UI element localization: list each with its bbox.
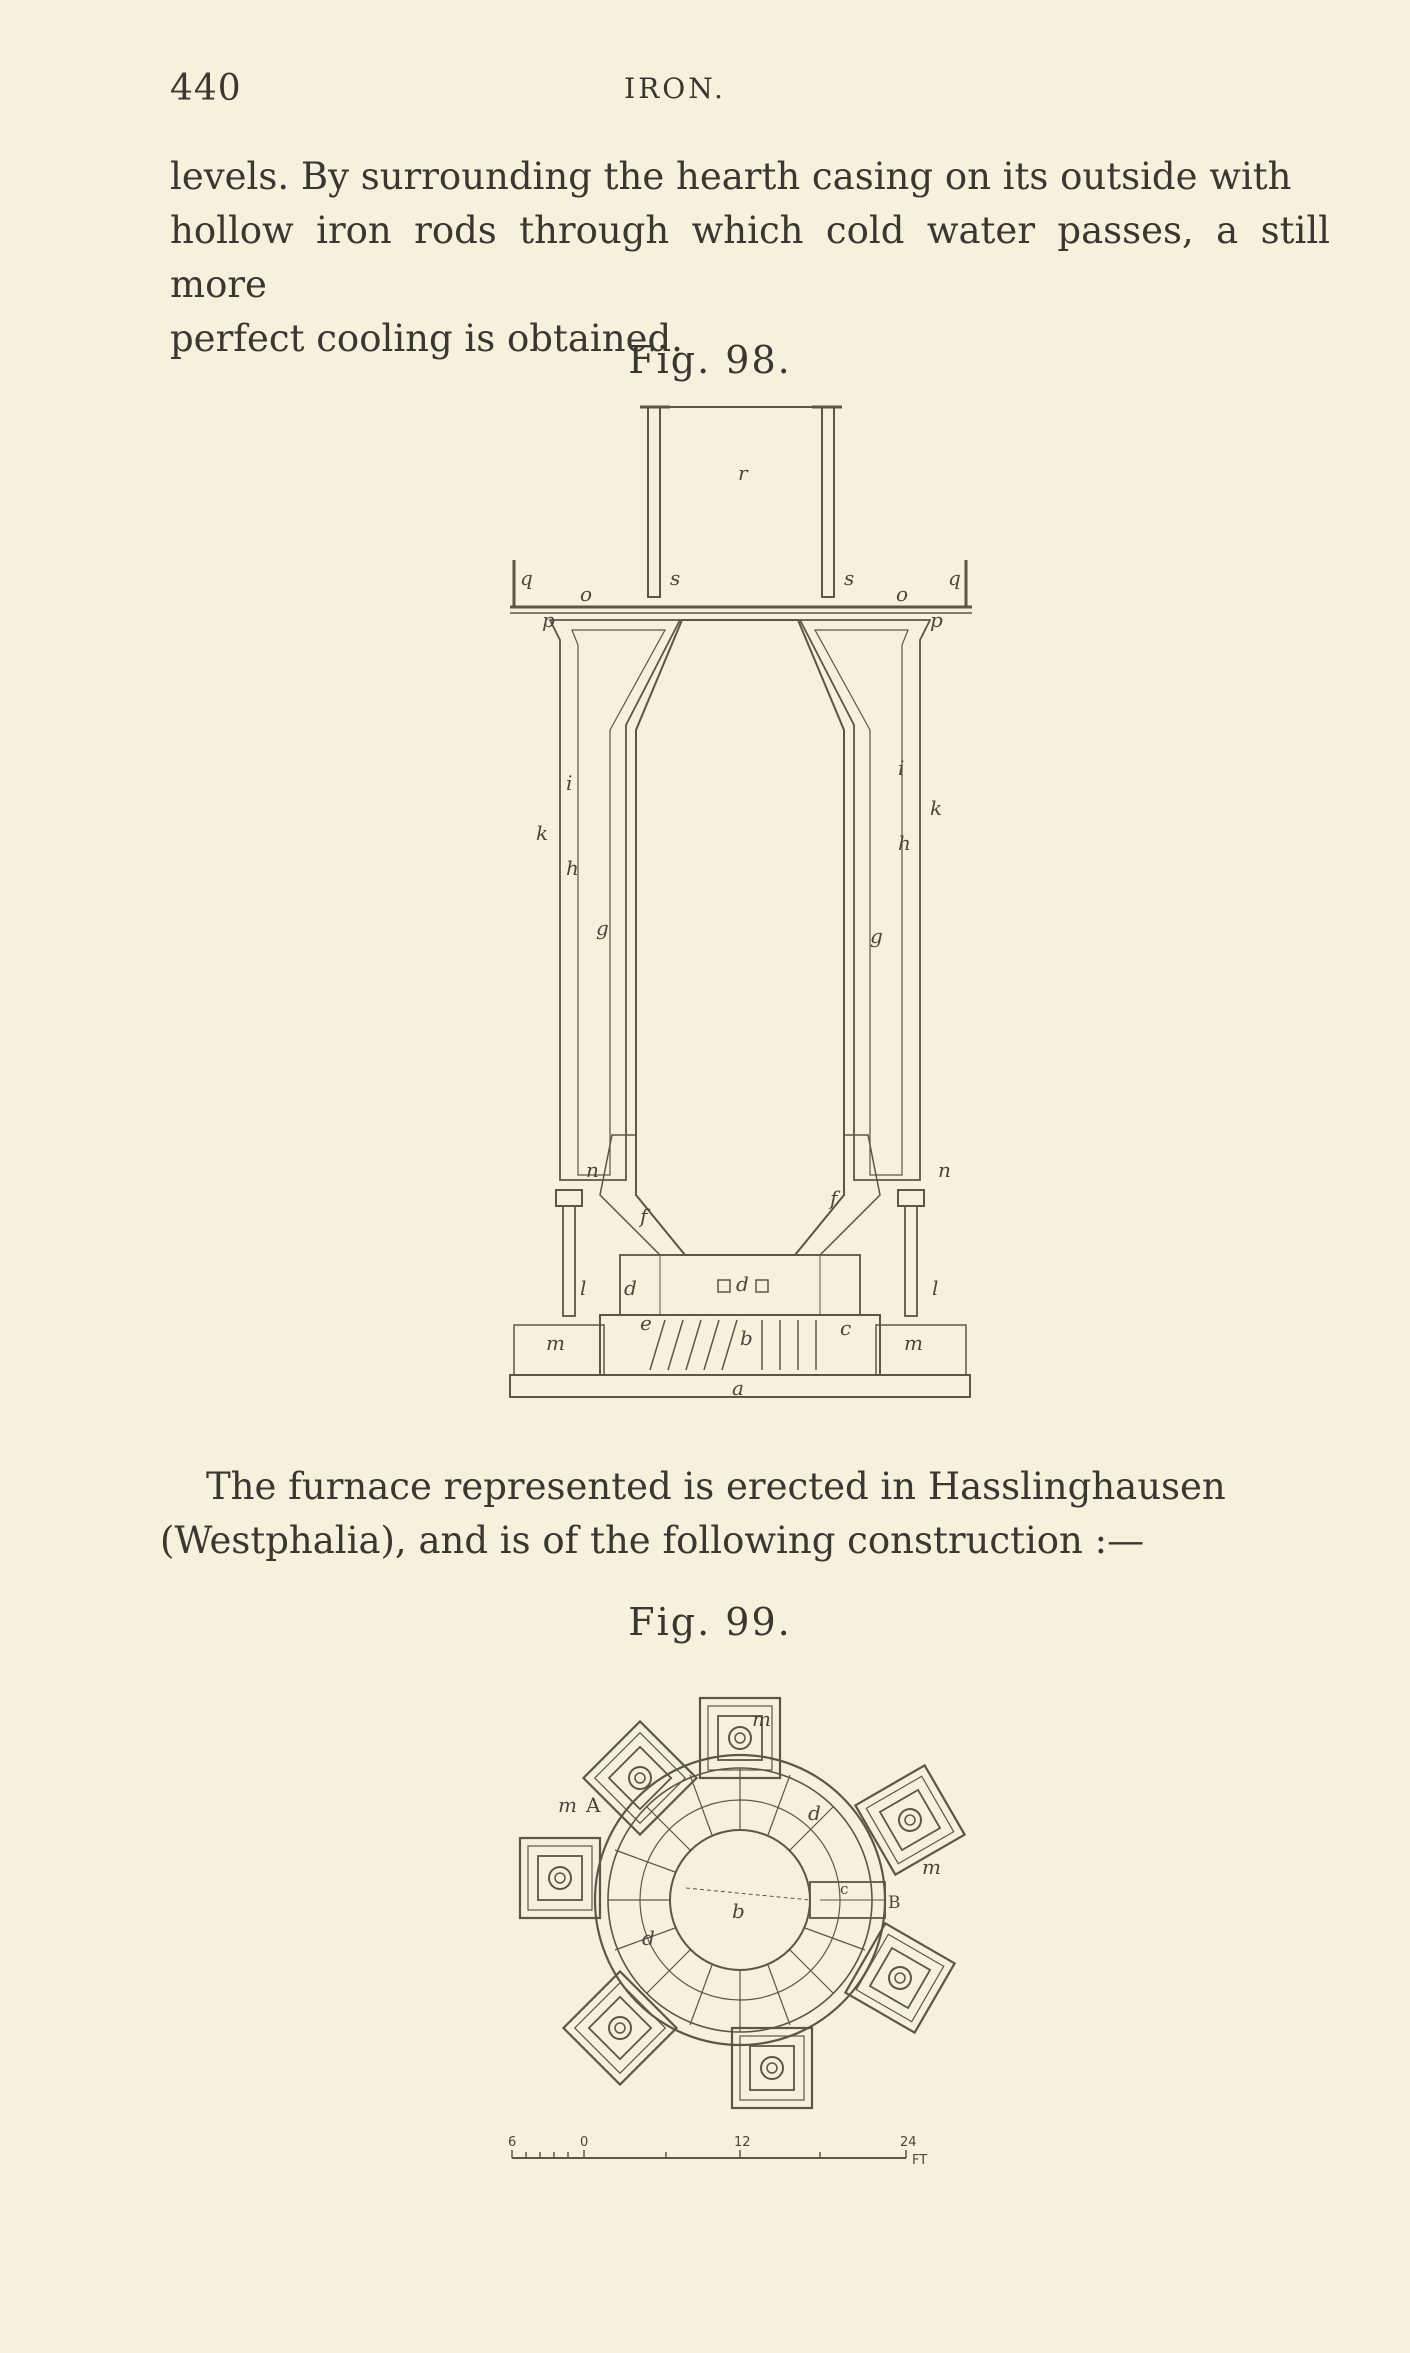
figure-98-caption: Fig. 98. bbox=[628, 338, 792, 382]
figure-99-furnace-plan bbox=[490, 1660, 990, 2200]
figure-99-caption: Fig. 99. bbox=[628, 1600, 792, 1644]
text-line: perfect cooling is obtained. bbox=[170, 317, 683, 360]
fig98-label-m: m bbox=[546, 1331, 565, 1355]
page-number: 440 bbox=[170, 68, 242, 109]
fig98-label-b: b bbox=[740, 1326, 753, 1350]
fig98-label-l: l bbox=[932, 1276, 939, 1300]
fig98-label-p: p bbox=[930, 608, 943, 632]
fig98-label-k: k bbox=[930, 796, 943, 820]
fig98-label-g: g bbox=[870, 924, 883, 948]
figure-98-furnace-section bbox=[500, 395, 980, 1445]
fig98-label-o: o bbox=[896, 582, 909, 606]
running-title: IRON. bbox=[624, 72, 726, 105]
fig99-label-m: m bbox=[752, 1707, 771, 1731]
fig98-label-d: d bbox=[736, 1272, 749, 1296]
fig99-label-A: A bbox=[586, 1793, 601, 1817]
fig98-label-k: k bbox=[536, 821, 549, 845]
fig98-label-c: c bbox=[840, 1316, 852, 1340]
fig98-label-n: n bbox=[586, 1158, 599, 1182]
fig99-label-d: d bbox=[642, 1926, 655, 1950]
fig99-label-b: b bbox=[732, 1899, 745, 1923]
fig99-label-m: m bbox=[922, 1855, 941, 1879]
scale-unit: FT bbox=[912, 2153, 928, 2168]
fig98-label-r: r bbox=[738, 461, 748, 485]
fig98-label-n: n bbox=[938, 1158, 951, 1182]
fig98-label-i: i bbox=[898, 756, 905, 780]
text-line: levels. By surrounding the hearth casing on its outside with bbox=[170, 155, 1292, 198]
fig98-label-h: h bbox=[898, 831, 911, 855]
fig98-label-g: g bbox=[596, 916, 609, 940]
text-line: The furnace represented is erected in Hasslinghausen bbox=[206, 1465, 1226, 1508]
fig98-label-l: l bbox=[580, 1276, 587, 1300]
fig99-label-B: B bbox=[888, 1893, 901, 1913]
fig98-label-i: i bbox=[566, 771, 573, 795]
fig98-label-a: a bbox=[732, 1376, 744, 1400]
scale-tick-24: 24 bbox=[900, 2135, 917, 2150]
fig98-label-f: f bbox=[640, 1204, 648, 1228]
scale-tick-0: 0 bbox=[580, 2135, 589, 2150]
text-line: hollow iron rods through which cold water passes, a still more bbox=[170, 209, 1330, 306]
fig99-label-d: d bbox=[808, 1801, 821, 1825]
fig98-label-f: f bbox=[830, 1186, 838, 1210]
paragraph-furnace-description bbox=[160, 1460, 1330, 1568]
fig98-label-h: h bbox=[566, 856, 579, 880]
fig98-label-q: q bbox=[948, 566, 961, 590]
scale-tick-12: 12 bbox=[734, 2135, 751, 2150]
text-line: (Westphalia), and is of the following construction :— bbox=[160, 1519, 1145, 1562]
fig98-label-d: d bbox=[624, 1276, 637, 1300]
page-header bbox=[170, 68, 1335, 118]
fig98-label-s: s bbox=[844, 566, 855, 590]
fig98-label-p: p bbox=[542, 608, 555, 632]
fig98-label-o: o bbox=[580, 582, 593, 606]
fig98-label-e: e bbox=[640, 1311, 652, 1335]
scale-bar bbox=[508, 2135, 927, 2168]
fig98-label-s: s bbox=[670, 566, 681, 590]
fig99-label-m: m bbox=[558, 1793, 577, 1817]
fig98-label-q: q bbox=[520, 566, 533, 590]
fig99-label-c: c bbox=[840, 1880, 849, 1898]
fig98-label-m: m bbox=[904, 1331, 923, 1355]
scale-tick-6: 6 bbox=[508, 2135, 517, 2150]
paragraph-cooling bbox=[170, 150, 1330, 366]
